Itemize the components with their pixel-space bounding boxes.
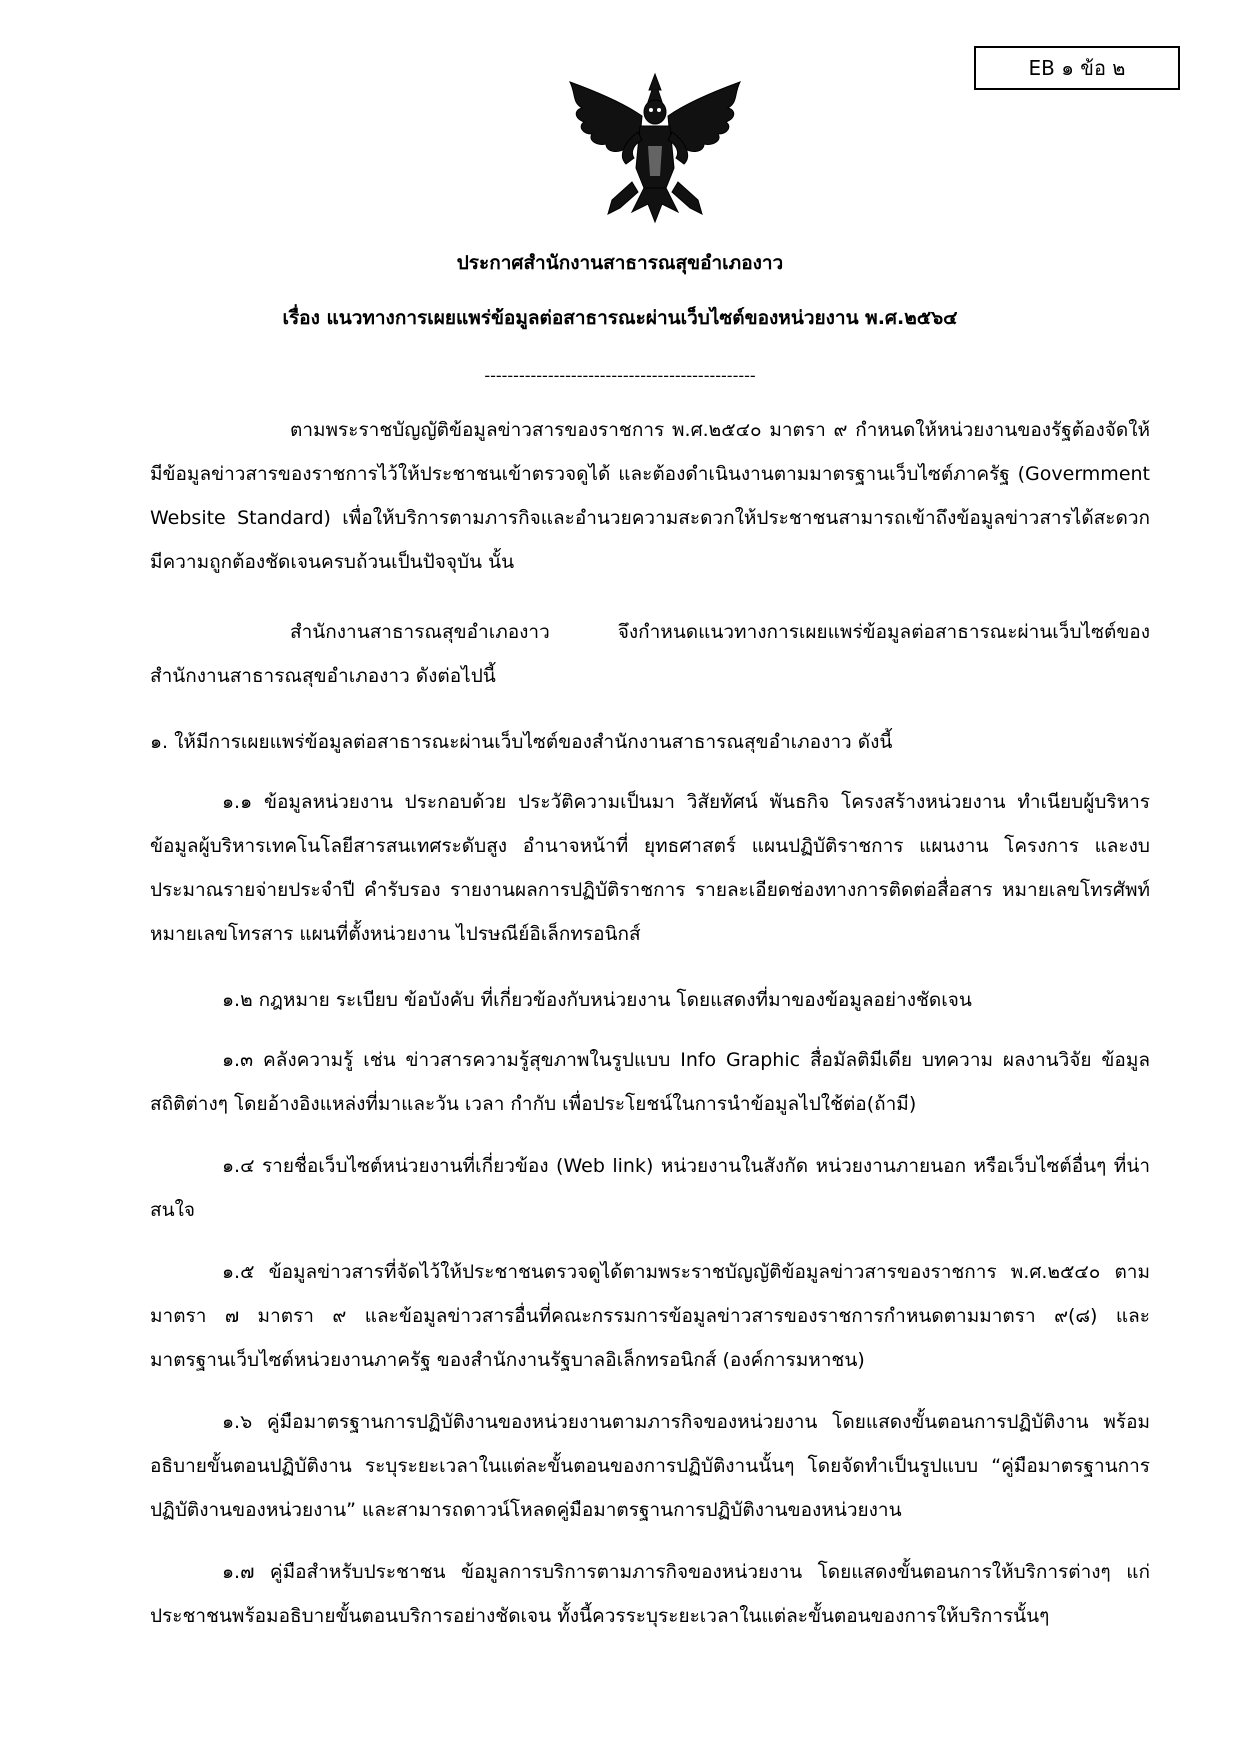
announcement-subject: เรื่อง แนวทางการเผยแพร่ข้อมูลต่อสาธารณะผ่านเว็บไซต์ของหน่วยงาน พ.ศ.๒๕๖๔ (282, 307, 958, 329)
paragraph-item-1-4: ๑.๔ รายชื่อเว็บไซต์หน่วยงานที่เกี่ยวข้อง (Web link) หน่วยงานในสังกัด หน่วยงานภายนอก หรือเว็บไซต์อื่นๆ ที่น่าสนใจ (150, 1155, 1150, 1221)
paragraph-item-1-1: ๑.๑ ข้อมูลหน่วยงาน ประกอบด้วย ประวัติความเป็นมา วิสัยทัศน์ พันธกิจ โครงสร้างหน่วยงาน ทำเนียบผู้บริหาร ข้อมูลผู้บริหารเทคโนโลยีสารสนเทศระดับสูง อำนาจหน้าที่ ยุทธศาสตร์ แผนปฏิบัติราชการ แผนงาน โครงการ และงบประมาณรายจ่ายประจำปี คำรับรอง รายงานผลการปฏิบัติราชการ รายละเอียดช่องทางการติดต่อสื่อสาร หมายเลขโทรศัพท์ หมายเลขโทรสาร แผนที่ตั้งหน่วยงาน ไปรษณีย์อิเล็กทรอนิกส์ (150, 791, 1150, 945)
paragraph-item-1: ๑. ให้มีการเผยแพร่ข้อมูลต่อสาธารณะผ่านเว็บไซต์ของสำนักงานสาธารณสุขอำเภองาว ดังนี้ (150, 731, 893, 753)
paragraph-item-1-7: ๑.๗ คู่มือสำหรับประชาชน ข้อมูลการบริการตามภารกิจของหน่วยงาน โดยแสดงขั้นตอนการให้บริการต่างๆ แก่ประชาชนพร้อมอธิบายขั้นตอนบริการอย่างชัดเจน ทั้งนี้ควรระบุระยะเวลาในแต่ละขั้นตอนของการให้บริการนั้นๆ (150, 1561, 1150, 1627)
garuda-emblem-icon (562, 72, 748, 232)
paragraph-intro: ตามพระราชบัญญัติข้อมูลข่าวสารของราชการ พ.ศ.๒๕๔๐ มาตรา ๙ กำหนดให้หน่วยงานของรัฐต้องจัดให้มีข้อมูลข่าวสารของราชการไว้ให้ประชาชนเข้าตรวจดูได้ และต้องดำเนินงานตามมาตรฐานเว็บไซต์ภาครัฐ (Govermment Website Standard) เพื่อให้บริการตามภารกิจและอำนวยความสะดวกให้ประชาชนสามารถเข้าถึงข้อมูลข่าวสารได้สะดวกมีความถูกต้องชัดเจนครบถ้วนเป็นปัจจุบัน นั้น (150, 419, 1150, 573)
document-code-box (974, 46, 1180, 90)
paragraph-item-1-3: ๑.๓ คลังความรู้ เช่น ข่าวสารความรู้สุขภาพในรูปแบบ Info Graphic สื่อมัลติมีเดีย บทความ ผลงานวิจัย ข้อมูลสถิติต่างๆ โดยอ้างอิงแหล่งที่มาและวัน เวลา กำกับ เพื่อประโยชน์ในการนำข้อมูลไปใช้ต่อ(ถ้ามี) (150, 1049, 1150, 1115)
document-code: EB ๑ ข้อ ๒ (1028, 56, 1126, 80)
paragraph-item-1-6: ๑.๖ คู่มือมาตรฐานการปฏิบัติงานของหน่วยงานตามภารกิจของหน่วยงาน โดยแสดงขั้นตอนการปฏิบัติงาน พร้อมอธิบายขั้นตอนปฏิบัติงาน ระบุระยะเวลาในแต่ละขั้นตอนของการปฏิบัติงานนั้นๆ โดยจัดทำเป็นรูปแบบ “คู่มือมาตรฐานการปฏิบัติงานของหน่วยงาน” และสามารถดาวน์โหลดคู่มือมาตรฐานการปฏิบัติงานของหน่วยงาน (150, 1411, 1150, 1521)
paragraph-item-1-5: ๑.๕ ข้อมูลข่าวสารที่จัดไว้ให้ประชาชนตรวจดูได้ตามพระราชบัญญัติข้อมูลข่าวสารของราชการ พ.ศ.๒๕๔๐ ตามมาตรา ๗ มาตรา ๙ และข้อมูลข่าวสารอื่นที่คณะกรรมการข้อมูลข่าวสารของราชการกำหนดตามมาตรา ๙(๘) และมาตรฐานเว็บไซต์หน่วยงานภาครัฐ ของสำนักงานรัฐบาลอิเล็กทรอนิกส์ (องค์การมหาชน) (150, 1261, 1150, 1371)
title-divider: ----------------------------------------------- (484, 366, 756, 385)
paragraph-item-1-2: ๑.๒ กฎหมาย ระเบียบ ข้อบังคับ ที่เกี่ยวข้องกับหน่วยงาน โดยแสดงที่มาของข้อมูลอย่างชัดเจน (222, 989, 972, 1011)
paragraph-declaration: สำนักงานสาธารณสุขอำเภองาว จึงกำหนดแนวทางการเผยแพร่ข้อมูลต่อสาธารณะผ่านเว็บไซต์ของสำนักงานสาธารณสุขอำเภองาว ดังต่อไปนี้ (150, 621, 1150, 687)
announcement-title: ประกาศสำนักงานสาธารณสุขอำเภองาว (456, 252, 784, 274)
